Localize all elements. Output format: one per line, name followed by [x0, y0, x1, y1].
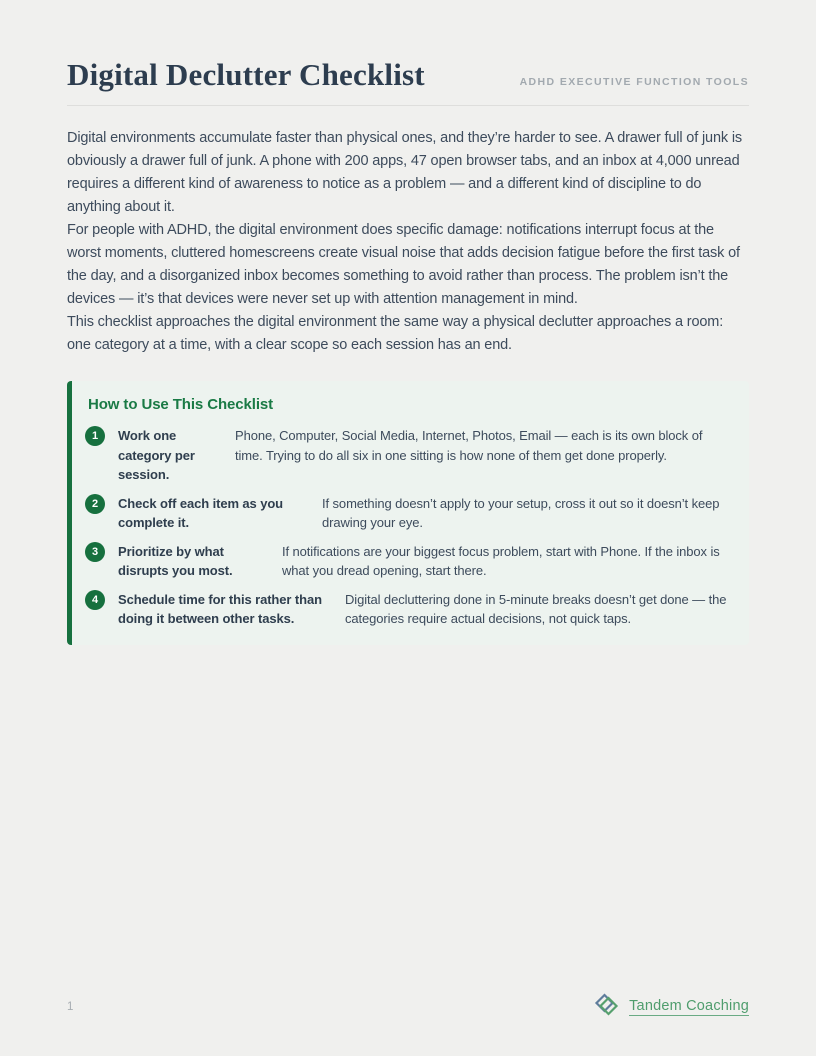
- tandem-diamond-icon: [594, 992, 619, 1022]
- item-number-badge: 1: [85, 426, 105, 446]
- intro-section: [67, 127, 749, 357]
- item-description: Digital decluttering done in 5-minute breaks doesn’t get done — the categories require actual decisions, not quick taps.: [345, 591, 727, 627]
- item-number-badge: 4: [85, 590, 105, 610]
- item-number-badge: 2: [85, 494, 105, 514]
- header-kicker: ADHD EXECUTIVE FUNCTION TOOLS: [519, 76, 749, 88]
- page-number: 1: [67, 1001, 74, 1013]
- item-number-badge: 3: [85, 542, 105, 562]
- header-divider: [67, 105, 749, 106]
- item-label: Work one category per session.: [118, 428, 195, 483]
- page-title: Digital Declutter Checklist: [67, 57, 425, 92]
- page-footer: [67, 992, 749, 1022]
- intro-paragraph: Digital environments accumulate faster than physical ones, and they’re harder to see. A drawer full of junk is obviously a drawer full of junk. A phone with 200 apps, 47 open browser tabs, and an inbox at 4,000 unread requires a different kind of awareness to notice as a problem — and a different kind of discipline to do anything about it.: [67, 130, 743, 216]
- item-label: Check off each item as you complete it.: [118, 495, 284, 531]
- item-description: If notifications are your biggest focus problem, start with Phone. If the inbox is what you dread opening, start there.: [282, 543, 720, 579]
- how-to-item: [85, 494, 733, 533]
- item-description: Phone, Computer, Social Media, Internet, Photos, Email — each is its own block of time. Trying to do all six in one sitting is how none of them get done properly.: [235, 428, 703, 463]
- item-description: If something doesn’t apply to your setup, cross it out so it doesn’t keep drawing your eye.: [322, 495, 720, 531]
- brand-logo-link[interactable]: [594, 992, 749, 1022]
- item-label: Prioritize by what disrupts you most.: [118, 543, 233, 579]
- how-to-use-heading: How to Use This Checklist: [88, 396, 274, 414]
- how-to-item: [85, 426, 733, 485]
- item-label: Schedule time for this rather than doing it between other tasks.: [118, 591, 322, 627]
- document-header: [67, 58, 749, 92]
- brand-name: Tandem Coaching: [629, 998, 749, 1014]
- intro-paragraph: This checklist approaches the digital environment the same way a physical declutter approaches a room: one category at a time, with a clear scope so each session has an end.: [67, 314, 724, 354]
- how-to-item: [85, 542, 733, 581]
- how-to-item: [85, 590, 733, 629]
- how-to-use-box: [67, 381, 749, 645]
- intro-paragraph: For people with ADHD, the digital environment does specific damage: notifications interrupt focus at the worst moments, cluttered homescreens create visual noise that adds decision fatigue before the first task of the day, and a disorganized inbox becomes something to avoid rather than process. The problem isn’t the devices — it’s that devices were never set up with attention management in mind.: [67, 222, 740, 308]
